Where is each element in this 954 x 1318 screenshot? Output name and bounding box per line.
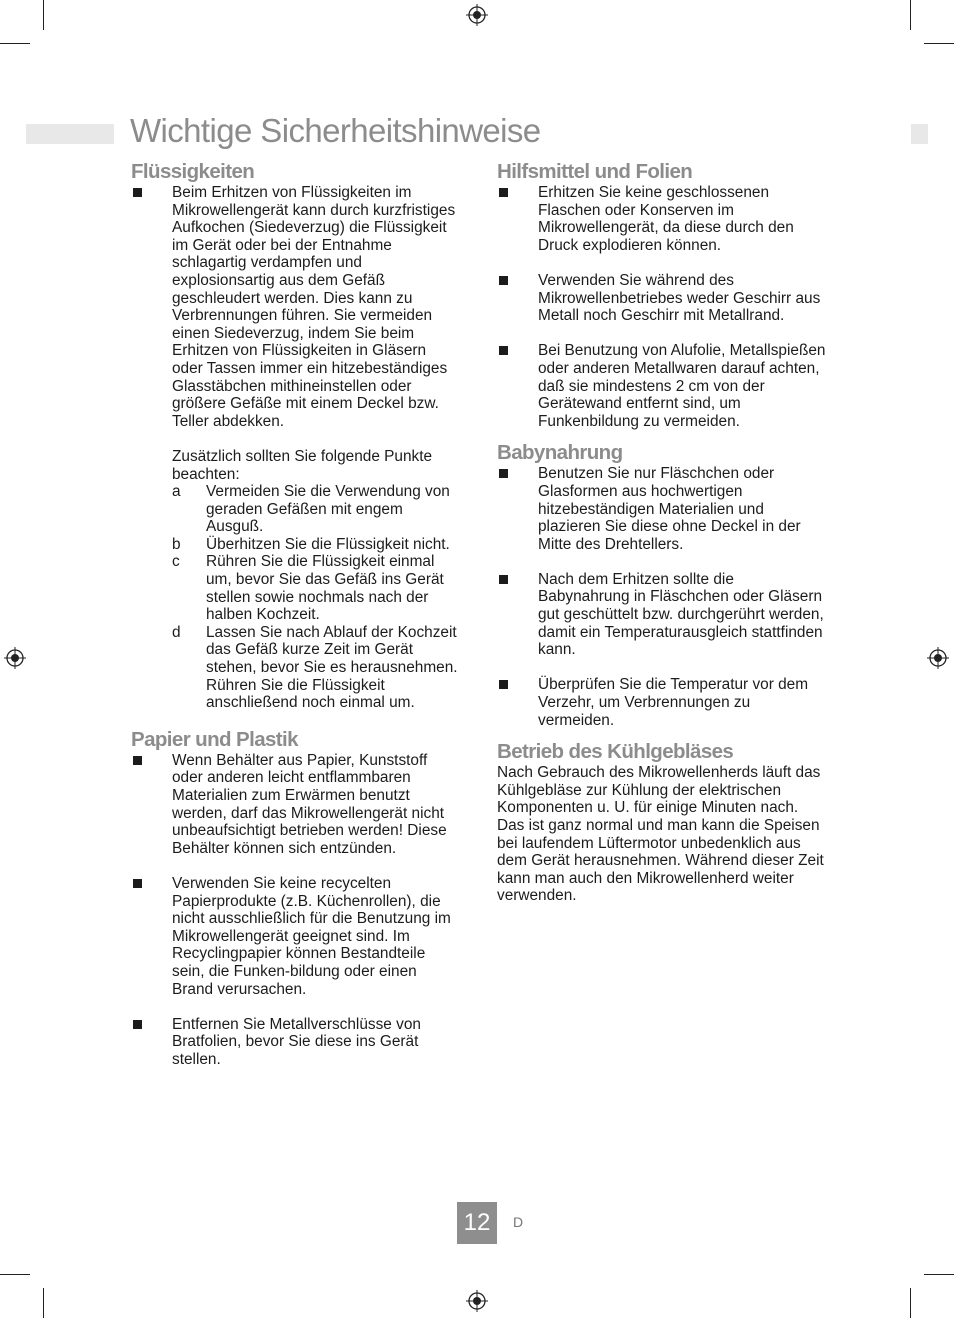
list-item	[131, 752, 461, 858]
page-number: 12	[457, 1202, 497, 1244]
right-column	[497, 160, 827, 905]
crop-mark	[924, 43, 954, 44]
bullet-list	[131, 184, 461, 712]
list-item	[497, 571, 827, 659]
square-bullet-icon	[133, 188, 142, 197]
crop-mark	[0, 1274, 30, 1275]
registration-mark-icon	[927, 647, 949, 669]
list-item	[131, 184, 461, 712]
square-bullet-icon	[499, 188, 508, 197]
list-text: Rühren Sie die Flüssigkeit einmal um, bevor Sie das Gefäß ins Gerät stellen sowie nochmals nach der halben Kochzeit.	[206, 553, 444, 624]
square-bullet-icon	[133, 756, 142, 765]
bullet-list	[131, 752, 461, 1069]
crop-mark	[910, 1288, 911, 1318]
list-item	[497, 184, 827, 254]
language-code: D	[513, 1214, 524, 1230]
list-text: Erhitzen Sie keine geschlossenen Flaschen oder Konserven im Mikrowellengerät, da diese durch den Druck explodieren können.	[538, 184, 794, 254]
title-bar-decoration	[26, 124, 114, 144]
square-bullet-icon	[133, 879, 142, 888]
list-text: Nach dem Erhitzen sollte die Babynahrung in Fläschchen oder Gläsern gut geschüttelt bzw. durchgerührt werden, damit ein Temperaturausgleich stattfinden kann.	[538, 570, 824, 659]
crop-mark	[0, 43, 30, 44]
list-item	[172, 624, 461, 712]
list-item	[172, 553, 461, 623]
registration-mark-icon	[466, 1290, 488, 1312]
list-text: Überprüfen Sie die Temperatur vor dem Verzehr, um Verbrennungen zu vermeiden.	[538, 676, 809, 729]
square-bullet-icon	[499, 469, 508, 478]
list-letter: a	[172, 483, 181, 501]
list-letter: b	[172, 535, 181, 553]
list-text: Benutzen Sie nur Fläschchen oder Glasformen aus hochwertigen hitzebeständigen Materialien und plazieren Sie diese ohne Deckel in der Mitte des Drehtellers.	[538, 465, 801, 553]
title-bar-decoration	[911, 124, 928, 144]
square-bullet-icon	[499, 276, 508, 285]
bullet-list	[497, 184, 827, 430]
list-item	[172, 483, 461, 536]
section-heading-betrieb-des-kuehlgeblaeses: Betrieb des Kühlgebläses	[497, 740, 734, 764]
list-text: Vermeiden Sie die Verwendung von geraden Gefäßen mit engem Ausguß.	[206, 483, 450, 536]
paragraph: Nach Gebrauch des Mikrowellenherds läuft das Kühlgebläse zur Kühlung der elektrischen Komponenten u. U. für einige Minuten nach. Das ist ganz normal und man kann die Speisen bei laufendem Lüftermotor unbedenklich aus dem Gerät herausnehmen. Während dieser Zeit kann man auch den Mikrowellenherd weiter verwenden.	[497, 764, 824, 905]
crop-mark	[43, 1288, 44, 1318]
square-bullet-icon	[133, 1020, 142, 1029]
list-text: Verwenden Sie während des Mikrowellenbetriebes weder Geschirr aus Metall noch Geschirr mit Metallrand.	[538, 271, 821, 325]
list-text: Überhitzen Sie die Flüssigkeit nicht.	[206, 535, 450, 553]
list-text: Lassen Sie nach Ablauf der Kochzeit das Gefäß kurze Zeit im Gerät stehen, bevor Sie es herausnehmen. Rühren Sie die Flüssigkeit anschließend noch einmal um.	[206, 623, 458, 712]
list-text: Verwenden Sie keine recycelten Papierprodukte (z.B. Küchenrollen), die nicht ausschließlich für die Benutzung im Mikrowellengerät geeignet sind. Im Recyclingpapier können Bestandteile sein, die Funken-bildung oder einen Brand verursachen.	[172, 874, 451, 998]
section-heading-hilfsmittel-und-folien: Hilfsmittel und Folien	[497, 160, 693, 183]
lettered-list	[172, 483, 461, 712]
list-item	[497, 342, 827, 430]
section-heading-fluessigkeiten: Flüssigkeiten	[131, 160, 255, 183]
crop-mark	[924, 1274, 954, 1275]
paragraph: Beim Erhitzen von Flüssigkeiten im Mikrowellengerät kann durch kurzfristiges Aufkochen (Siedeverzug) die Flüssigkeit im Gerät oder bei der Entnahme schlagartig verdampfen und explosionsartig aus dem Gefäß geschleudert werden. Dies kann zu Verbrennungen führen. Sie vermeiden einen Siedeverzug, indem Sie beim Erhitzen von Flüssigkeiten in Gläsern oder Tassen immer ein hitzebeständiges Glasstäbchen mithineinstellen oder größere Gefäße mit einem Deckel bzw. Teller abdekken.	[172, 184, 456, 430]
crop-mark	[43, 0, 44, 30]
paragraph: Zusätzlich sollten Sie folgende Punkte beachten:	[172, 447, 433, 483]
page-title: Wichtige Sicherheitshinweise	[130, 112, 541, 149]
list-text: Entfernen Sie Metallverschlüsse von Bratfolien, bevor Sie diese ins Gerät stellen.	[172, 1015, 421, 1068]
list-text: Bei Benutzung von Alufolie, Metallspießen oder anderen Metallwaren darauf achten, daß sie mindestens 2 cm von der Gerätewand entfernt sind, um Funkenbildung zu vermeiden.	[538, 342, 826, 430]
list-letter: d	[172, 623, 181, 641]
crop-mark	[910, 0, 911, 30]
list-text: Wenn Behälter aus Papier, Kunststoff oder anderen leicht entflammbaren Materialien zum Erwärmen benutzt werden, darf das Mikrowellengerät nicht unbeaufsichtigt betrieben werden! Diese Behälter können sich entzünden.	[172, 751, 447, 857]
bullet-list	[497, 465, 827, 729]
section-heading-papier-und-plastik: Papier und Plastik	[131, 727, 298, 751]
list-item	[497, 465, 827, 553]
section-heading-babynahrung: Babynahrung	[497, 441, 623, 465]
list-item	[497, 272, 827, 325]
square-bullet-icon	[499, 346, 508, 355]
list-item	[131, 1016, 461, 1069]
list-letter: c	[172, 553, 180, 571]
left-column	[131, 160, 461, 1069]
registration-mark-icon	[466, 4, 488, 26]
list-item	[131, 875, 461, 998]
square-bullet-icon	[499, 575, 508, 584]
list-item	[497, 676, 827, 729]
registration-mark-icon	[4, 647, 26, 669]
list-item	[172, 536, 461, 554]
square-bullet-icon	[499, 680, 508, 689]
